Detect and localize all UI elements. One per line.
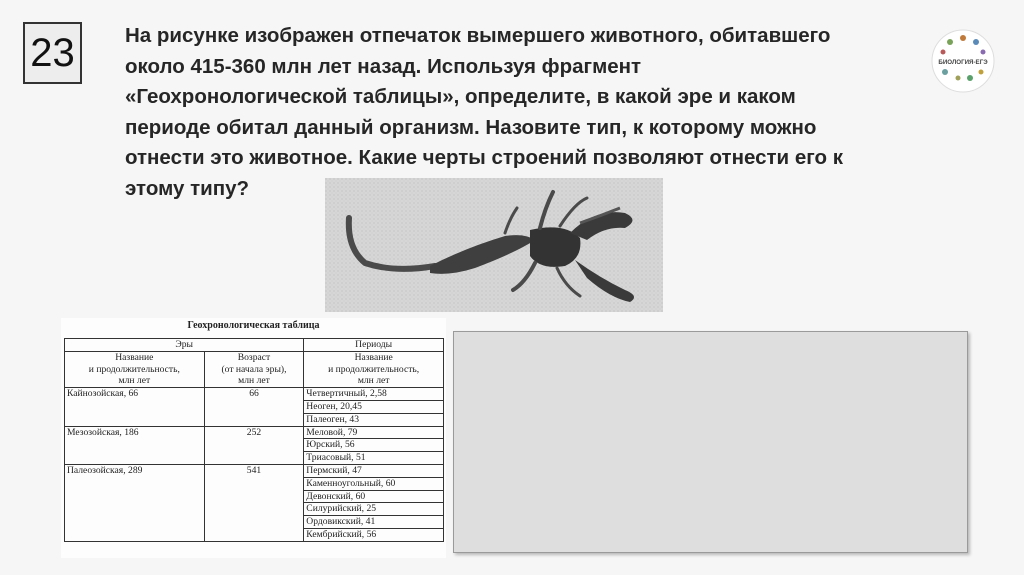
question-line: этому типу? (125, 176, 250, 200)
question-line: периоде обитал данный организм. Назовите тип, к которому можно (125, 115, 817, 139)
question-line: отнести это животное. Какие черты строений позволяют отнести его к (125, 146, 843, 169)
periods-header: Периоды (304, 339, 444, 352)
table-col-header-row (65, 351, 444, 387)
svg-text:БИОЛОГИЯ-ЕГЭ: БИОЛОГИЯ-ЕГЭ (938, 59, 988, 66)
table-row (65, 426, 444, 439)
period-name: Меловой, 79 (304, 426, 444, 439)
era-age: 252 (204, 426, 304, 464)
period-name: Пермский, 47 (304, 464, 444, 477)
period-name: Палеоген, 43 (304, 413, 444, 426)
era-age: 541 (204, 464, 304, 541)
period-name-header: Название и продолжительность, млн лет (304, 351, 444, 387)
fossil-image (325, 178, 663, 312)
era-name: Кайнозойская, 66 (65, 388, 205, 426)
question-number-badge (23, 22, 82, 84)
period-name: Триасовый, 51 (304, 452, 444, 465)
question-line: «Геохронологической таблицы», определите, в какой эре и каком (125, 85, 796, 108)
era-age-header: Возраст (от начала эры), млн лет (204, 351, 304, 387)
geochronological-table (61, 318, 446, 558)
eras-header: Эры (65, 339, 304, 352)
era-age: 66 (204, 388, 304, 426)
period-name: Четвертичный, 2,58 (304, 388, 444, 401)
period-name: Каменноугольный, 60 (304, 477, 444, 490)
geo-table (64, 338, 444, 542)
table-group-header-row (65, 339, 444, 352)
table-row (65, 464, 444, 477)
period-name: Неоген, 20,45 (304, 400, 444, 413)
table-title: Геохронологическая таблица (187, 320, 320, 331)
eurypterid-fossil-picture (325, 178, 663, 312)
period-name: Кембрийский, 56 (304, 528, 444, 541)
biology-ege-logo (930, 28, 996, 94)
period-name: Юрский, 56 (304, 439, 444, 452)
question-number: 23 (30, 30, 75, 75)
era-name-header: Название и продолжительность, млн лет (65, 351, 205, 387)
period-name: Ордовикский, 41 (304, 516, 444, 529)
question-text (125, 21, 925, 204)
era-name: Палеозойская, 289 (65, 464, 205, 541)
table-row (65, 388, 444, 401)
question-line: На рисунке изображен отпечаток вымершего животного, обитавшего (125, 24, 831, 47)
question-line: около 415-360 млн лет назад. Используя фрагмент (125, 54, 642, 78)
era-name: Мезозойская, 186 (65, 426, 205, 464)
period-name: Силурийский, 25 (304, 503, 444, 516)
period-name: Девонский, 60 (304, 490, 444, 503)
answer-box[interactable] (453, 331, 968, 553)
logo-icon (930, 28, 996, 94)
